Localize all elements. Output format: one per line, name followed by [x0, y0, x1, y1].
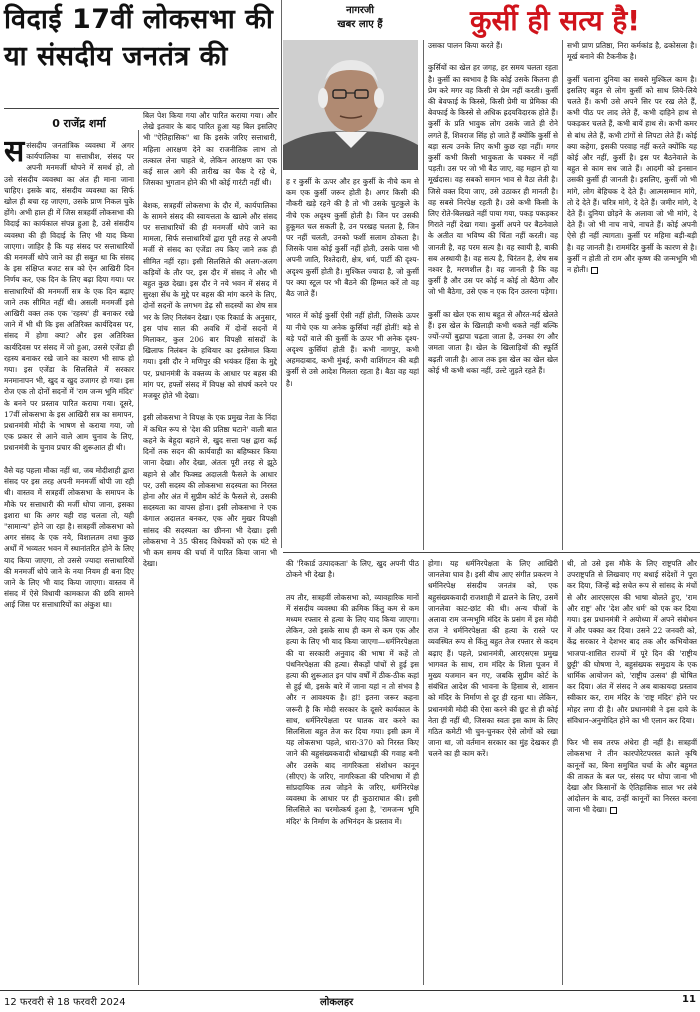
footer-divider: [0, 990, 700, 991]
article-text: उसका पालन किया करते हैं। कुर्सियों का खेल हर जगह, हर समय चलता रहता है। कुर्सी का स्वभाव है कि कोई उसके कितना ही प्रेम करे मगर वह किसी से प्रेम नहीं करती। कुर्सी की बेवफाई के किस्से, किसी प्रेमी या प्रेमिका की बेवफाई के किस्से से अधिक ह्रदयविदारक होते हैं। कुर्सी के प्रति भावुक लोग उसके जाते ही रोने लगते हैं, शिवराज सिंह हो जाते हैं क्योंकि कुर्सी से बड़ा सत्य उनके लिए कभी कुछ रहा नहीं। मगर कुर्सी कभी किसी भावुकता के चक्कर में नहीं पड़ती। उस पर जो भी बैठ जाए, वह महान हो या मूर्खदास। वह सबको समान भाव से वैठा लेती है। जिसे वक्त दिया जाए, उसे उठाकर ही मानती है। वह सबसे निरपेक्ष रहती है। उसे कभी किसी के लिए रोते-बिलखते नहीं पाया गया, पकड़ पकड़कर गिराते नहीं देखा गया। कुर्सी अपने पर बैठनेवाले के अतीत या भविष्य की चिंता नहीं करती। वह जानती है, वह परम सत्य है। वह स्वायी है, बाकी सब अस्थायी है। वह सत्य है, चिरंतन है, शेष सब नश्वर है, मरणशील है। वह जानती है कि वह कुर्सी है और उस पर कोई न कोई तो बैठेगा और जो भी बैठेगा, उसे एक न एक दिन उतरना पड़ेगा। कुर्सी का खेल एक साथ बहुत से औरत-मर्द खेलते हैं। इस खेल के खिलाड़ी कभी थकते नहीं बल्कि ज्यों-ज्यों बुढ़ापा चढ़ता जाता है, उनका रंग और जमता जाता है। खेल के खिलाड़ियों की स्फूर्ति बढ़ती जाती है। आज तक इस खेल का खेल खेल कोई भी कभी थका नहीं, उल्टे जुड़ते रहते हैं।: [428, 41, 558, 375]
column-name: नागरजी: [346, 5, 374, 16]
article-text: सभी प्राण प्रतिष्ठा, निरा कर्मकांड है, ढकोसला है। मूर्ख बनाने की टैकनीक है। कुर्सी चलाना दुनिया का सबसे मुश्किल काम है। इसलिए बहुत से लोग कुर्सी को साथ लिये-लिये चलते हैं। कभी उसे अपने सिर पर रख लेते हैं, कभी पीठ पर लाद लेते हैं, कभी दाहिने हाथ से पकड़कर चलते हैं, कभी बायें हाथ से। कभी कमर से बांध लेते हैं, कभी टांगों से लिपटा लेते हैं। कोई क्या कहेगा, इसकी परवाह नहीं करते क्योंकि यह कोई और नहीं, कुर्सी है। इस पर बैठनेवाले के बहुत से काम सध जाते हैं। आदमी को इनसान उसकी कुर्सी ही जानती है। इसलिए, कुर्सी जो भी मांगे, लोग बेहिचक दे देते हैं। आत्मसम्मान मांगे, तो दे देते हैं। चरित्र मांगे, दे देते हैं। जमीर मांगे, दे देते हैं। दुनिया छोड़ने के अलावा जो भी मांगे, दे देते हैं। जो भी नाच नाचे, नाचते हैं। कोई अपनी ऐसे ही नहीं त्यागता। कुर्सी पर महिमा बड़ी-बड़ी है। वह जानती है। राममंदिर कुर्सी के कारण से है। कुर्सी न होती तो राम और कृष्ण की जन्मभूमि भी न होती।: [567, 41, 697, 275]
headline-left: [4, 4, 314, 72]
article-column-2: [143, 110, 277, 985]
divider: [4, 108, 279, 109]
footer-publication: लोकलहर: [320, 997, 354, 1008]
footer-date: 12 फरवरी से 18 फरवरी 2024: [4, 997, 126, 1008]
article-column-3-bottom: [286, 558, 419, 985]
page-number: 11: [682, 994, 696, 1005]
article-text: ह र कुर्सी के ऊपर और हर कुर्सी के नीचे कम से कम एक कुर्सी जरूर होती है। अगर किसी की नौकरी खड़े रहने की है तो भी उसके चुटकुले के नीचे एक अदृश्य कुर्सी होती है। जिन पर उसकी हुकूमत चल सकती है, उन परखह चलता है, जिन पर नहीं चलती, उनको फर्शी सलाम ठोकता है। जिसके पास कोई कुर्सी नहीं होती, उसके पास भी अपनी जाति, रिश्तेदारी, क्षेत्र, धर्म, पार्टी की दृश्य-अदृश्य कुर्सी होती है। मुश्किल ज्यादा है, जो कुर्सी पर क्या स्टूल पर भी बैठने की हिम्मत करें तो वह बैठ जाते हैं। भारत में कोई कुर्सी ऐसी नहीं होती, जिसके ऊपर या नीचे एक या अनेक कुर्सियां नहीं होतीं! बड़े से बड़े पदों वाले की कुर्सी के ऊपर भी अनेक दृश्य-अदृश्य कुर्सियां होती हैं। कभी नागपुर, कभी अहमदाबाद, कभी मुंबई, कभी वाशिंगटन की बड़ी कुर्सी से उसे आदेश मिलता रहता है। बैठा वह यहां है।: [286, 177, 419, 388]
end-mark: [610, 807, 617, 814]
author-photo: [283, 40, 418, 170]
divider: [138, 130, 139, 985]
end-mark: [591, 267, 598, 274]
byline: 0 राजेंद्र शर्मा: [52, 117, 106, 130]
divider: [281, 0, 282, 548]
article-column-3-top: [286, 176, 419, 548]
article-text: बिल पेश किया गया और पारित कराया गया। और लेखे इतवार के बाद पारित हुआ यह बिल इसलिए भी "ऐतिहासिक" था कि इसके जरिए सत्ताधारी, महिला आरक्षण देने का राजनीतिक लाभ तो तत्काल लेना चाहते थे, लेकिन आरक्षण का एक कई साल आगे की तारीख का चैक दे रहे थे, जिसका भुगतान होने की भी कोई गारंटी नहीं थी। बेशक, सत्रहवीं लोकसभा के दौर में, कार्यपालिका के सामने संसद की स्वायत्तता के खात्मे और संसद पर सत्ताधारियों की ही मनमर्जी थोपे जाने का मामला, सिर्फ सत्ताधारियों द्वारा पूरी तरह से अपनी मर्जी से संसद का एजेंडा तय किए जाने तक ही सीमित नहीं रहा। इसी सिलसिले की अलग-अलग कड़ियों के तौर पर, इस दौर में संसद ने और भी बहुत कुछ देखा। इस दौर ने नये भवन में संसद में सुरक्षा सेंध के मुद्दे पर बहस की मांग करने के लिए, दोनों सदनों के लगभग डेढ़ सौ सदस्यों का शेष सत्र भर के लिए निलंबन देखा। एक रिकार्ड के अनुसार, इस पांच साल की अवधि में दोनों सदनों में मिलाकर, कुल 206 बार विपक्षी सांसदों के खिलाफ निलंबन के हथियार का इस्तेमाल किया गया। इसी दौर ने मणिपुर की भयंकर हिंसा के मुद्दे पर, प्रधानमंत्री के वक्तव्य के आधार पर बहस की मांग पर, हफ्तों संसद में विपक्ष को संघर्ष करने पर मजबूर होते भी देखा। इसी लोकसभा ने विपक्ष के एक प्रमुख नेता के निंदा में कथित रूप से 'देश की प्रतिष्ठा घटाने' वाली बात कहने के बेहूदा बहाने से, खुद सत्ता पक्ष द्वारा कई दिनों तक सदन की कार्यवाही का बहिष्कार किया जाना देखा। और देखा, अंततः पूरी तरह से झूठे बहाने से और फिक्स्ड अदालती फैसले के आधार पर, उसी सदस्य की लोकसभा सदस्यता का निरस्त होना और अंत में सुप्रीम कोर्ट के फैसले से, उसकी सदस्यता का वापस होना। इसी लोकसभा ने एक कंगाल अदालत बनकर, एक और मुखर विपक्षी सांसद की सदस्यता का छीनना भी देखा। इसी लोकसभा ने 35 फीसद विधेयकों को एक घंटे से भी कम समय की चर्चा में पारित किया जाना भी देखा।: [143, 111, 277, 569]
divider: [423, 40, 424, 550]
article-text: होगा। यह धर्मनिरपेक्षता के लिए आखिरी जानलेवा घाव है। इसी बीच आए संगीत प्रकरण ने धर्मनिरपेक्ष संसदीय जनतंत्र को, एक बहुसंख्यकवादी राजशाही में ढालने के लिए, उसमें जानलेवा काट-छांट की थी। अन्य चीजों के अलावा राम जन्मभूमि मंदिर के प्रसंग में इस मोदी राज ने धर्मनिरपेक्षता की हत्या के रास्ते पर व्यवस्थित रूप से किंतु बहुत तेज रफ्तार से कदम बढ़ाए हैं। पहले, प्रधानमंत्री, आरएसएस प्रमुख भागवत के साथ, राम मंदिर के शिला पूजन में मुख्य यजमान बन गए, जबकि सुप्रीम कोर्ट के संबंधित आदेश की भावना के हिसाब से, शासन को मंदिर के निर्माण से दूर ही रहना था। लेकिन, प्रधानमंत्री मोदी की ऐसा करने की छूट से ही कोई नेता ही नहीं थी, जिसका स्वतः इस काम के लिए गठित कमेटी भी चुन-चुनकर ऐसे लोगों को रखा जाना था, जो वर्तमान सरकार का मुंह देखकर ही चलने का ही काम करें।: [428, 559, 558, 759]
article-text: की 'रिकार्ड उत्पादकता' के लिए, खुद अपनी पीठ ठोकने भी देखा है। तय तौर, सत्रहवीं लोकसभा को, व्यावहारिक मानों में संसदीय व्यवस्था की क्रमिक किंतु कम से कम मध्यम रफ्तार से हत्या के लिए याद किया जाएगा। लेकिन, उसे इसके साथ ही कम से कम एक और हत्या के लिए भी याद किया जाएगा—धर्मनिरपेक्षता की या सरकारी अनुवाद की भाषा में कहें तो पंथनिरपेक्षता की हत्या। सैकड़ों पांचों से हुई इस हत्या की शुरूआत इन पांच वर्षों में ठीक-ठीक कहां से हुई थी, इसके बारे में जाना यहां न तो संभव है और न आवश्यक है। हां! इतना जरूर कहना जरूरी है कि मोदी सरकार के दूसरे कार्यकाल के साथ, धर्मनिरपेक्षता पर घातक वार करने का सिलसिला बहुत तेज कर दिया गया। इसी क्रम में यह लोकसभा पहले, धारा-370 को निरस्त किए जाने की बहुसंख्यकवादी धोखाधड़ी की गवाह बनी और उसके बाद नागरिकता संशोधन कानून (सीएए) के जरिए, नागरिकता की परिभाषा में ही सांप्रदायिक तत्व जोड़ने के जरिए, धर्मनिरपेक्ष व्यवस्था के आधार पर ही कुठाराघात की। इसी सिलसिले का चरमोत्कर्ष हुआ है, 'रामजन्म भूमि मंदिर' के निर्माण के अभिनंदन के प्रस्ताव में।: [286, 559, 419, 826]
divider: [562, 40, 563, 550]
article-column-4-top: [428, 40, 558, 548]
column-tagline: खबर लाए हैं: [337, 19, 383, 30]
article-text: थी, तो उसे इस मौके के लिए राष्ट्रपति और उपराष्ट्रपति से लिखवाए गए बधाई संदेशों ने पूरा कर दिया, जिन्हें बड़े सचेत रूप से सांसद के मंचों से और आरएसएस की भाषा बोलते हुए, 'राम और राष्ट्र' और 'देश और धर्म' को एक कर दिया गया। इस प्रधानमंत्री ने अयोध्या में अपने संबोधन में और पक्का कर दिया। उसने 22 जनवरी को, केंद्र सरकार ने देशभर बाद तक और कभियोक्त भाजपा-शासित राज्यों में पूरे दिन की 'राष्ट्रीय छुट्टी' की घोषणा ने, बहुसंख्यक समुदाय के एक धार्मिक आयोजन को, 'राष्ट्रीय उत्सव' ही घोषित कर दिया। अंत में संसद ने अब बाकायदा प्रस्ताव स्वीकार कर, राम मंदिर के 'राष्ट्र मंदिर' होने पर मोहर लगा दी है। और प्रधानमंत्री ने इस दावे के संविधान-अनुमोदित होने का भी एलान कर दिया। फिर भी सब तरफ अंधेरा ही नहीं है। सत्रहवीं लोकसभा ने तीन कारपोरेटपरस्त काले कृषि कानूनों का, बिना समुचित चर्चा के और बहुमत की ताकत के बल पर, संसद पर थोपा जाना भी देखा और किसानों के ऐतिहासिक साल भर लंबे आंदोलन के बाद, उन्हीं कानूनों का निरस्त करना जाना भी देखा।: [567, 559, 697, 815]
article-column-1: [4, 140, 134, 985]
article-column-5-bottom: [567, 558, 697, 985]
headline-left-line1: विदाई 17वीं लोकसभा की: [4, 4, 274, 35]
dropcap: स: [4, 140, 25, 169]
divider: [423, 560, 424, 985]
headline-right: कुर्सी ही सत्य है!: [470, 4, 640, 37]
article-column-4-bottom: [428, 558, 558, 985]
headline-left-line2: या संसदीय जनतंत्र की: [4, 41, 228, 73]
article-text: संसदीय जनतांत्रिक व्यवस्था में अगर कार्यपालिका या सत्ताधीश, संसद पर अपनी मनमर्जी थोपने में समर्थ हो, तो उसे संसदीय व्यवस्था का अंत ही माना जाना चाहिए। इसके बाद, संसदीय व्यवस्था का सिर्फ खोल ही बचा रह जाएगा, उसके प्राण निकल चुके होंगे। अभी हाल ही में जिस सत्रहवीं लोकसभा की विदाई का कार्यकाल संपन्न हुआ है, उसे संसदीय व्यवस्था की ही विदाई के लिए भी याद किया जाएगा। जाहिर है कि यह संसद पर सत्ताधारियों की मनमर्जी थोपे जाने का ही सबूत था कि संसद के इस संक्षिप्त बजट सत्र को ऐन आखिरी दिन निर्णय कर, एक दिन के लिए बढ़ा दिया गया। पर सत्ताधारियों की मनमर्जी सत्र के एक दिन बढ़ाए जाने तक सीमित नहीं थी। असली मनमर्जी इसे आखिरी वक्त तक एक 'रहस्य' ही बनाकर रखे जाने में भी थी कि इस अतिरिक्त कार्यदिवस पर, संसद में होगा क्या? और इस अतिरिक्त कार्यदिवस पर संसद में जो हुआ, उससे एजेंडा ही रहस्य बनाकर रखे जाने का कारण भी साफ हो गया। इस एजेंडा के सिलसिले में सरकार मनमानापन भी, खुद व खुद उजागर हो गया। इस रोज एक तो दोनों सदनों में 'राम जन्म भूमि मंदिर' के बनने पर प्रस्ताव पारित कराया गया। दूसरे, 17वीं लोकसभा के इस आखिरी सत्र का समापन, प्रधानमंत्री मोदी के भाषण से कराया गया, जो एक प्रकार से आने वाले आम चुनाव के लिए, प्रधानमंत्री के चुनाव प्रचार की शुरूआत ही थी। वैसे यह पहला मौका नहीं था, जब मोदीशाही द्वारा संसद पर इस तरह अपनी मनमर्जी थोपी जा रही थी। वास्तव में सत्रहवीं लोकसभा के समापन के मौके पर सत्ताधारी की मर्जी थोपा जाना, इसका इशारा था कि अगर यही राह चलता तो, यही "सामान्य" होने जा रहा है। सत्रहवीं लोकसभा को अगर संसद के एक नये, विशालतम तथा कुछ अर्थों में भव्यतर भवन में स्थानांतरित होने के लिए याद किया जाएगा, तो उससे ज्यादा सत्ताधारियों की मनमर्जी थोपे जाने के नया नियम ही बना दिए जाने के लिए भी याद किया जाएगा। वास्तव में संसद में ऐसे विधायी कामकाज की छवि सामने आई जिस पर सत्ताधारियों का अंकुश था।: [4, 141, 134, 610]
divider: [283, 552, 700, 553]
article-column-5-top: [567, 40, 697, 548]
divider: [562, 560, 563, 985]
column-tag: [318, 4, 402, 32]
